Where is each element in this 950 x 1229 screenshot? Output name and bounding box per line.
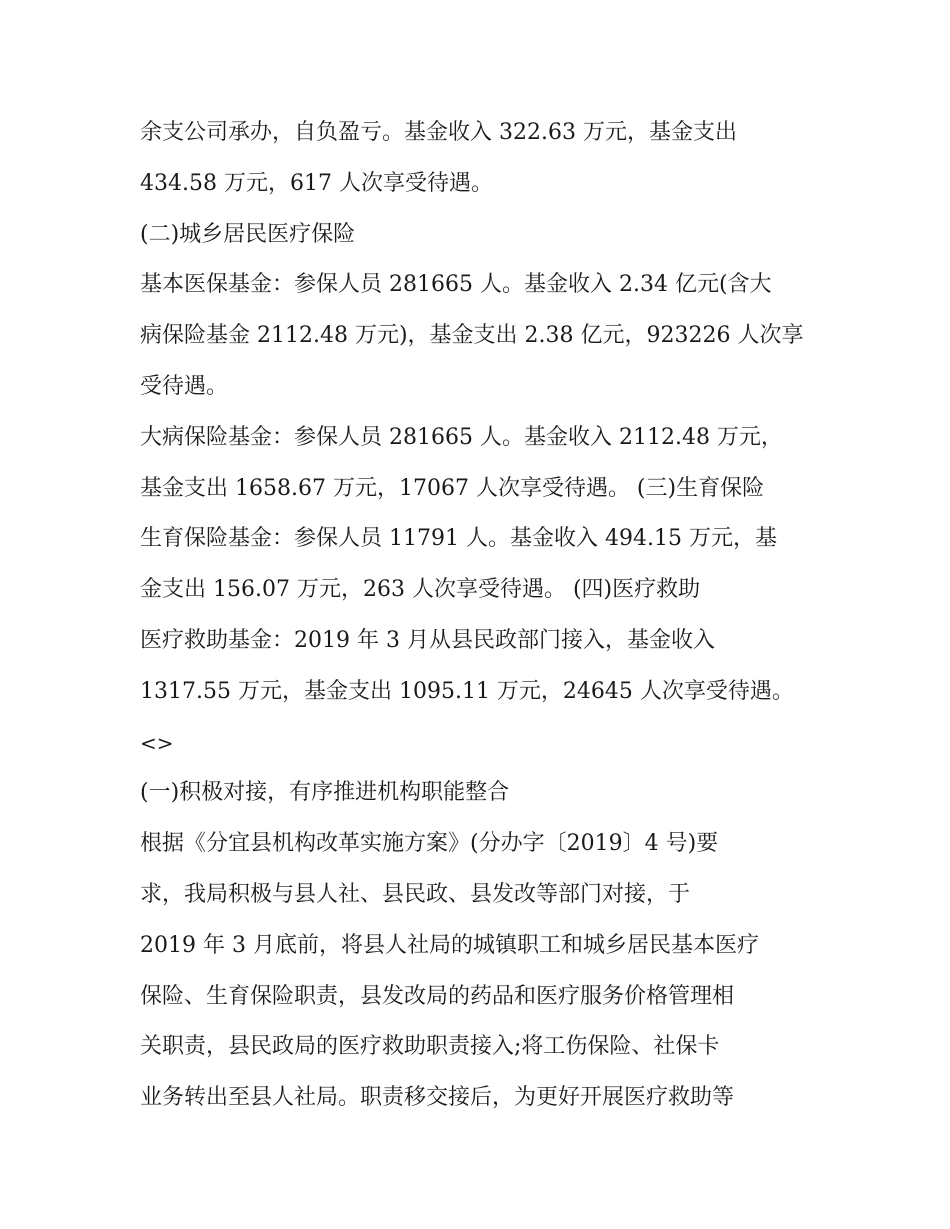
text-line: 2019 年 3 月底前，将县人社局的城镇职工和城乡居民基本医疗 bbox=[140, 932, 759, 958]
text-line: 生育保险基金：参保人员 11791 人。基金收入 494.15 万元，基 bbox=[140, 526, 777, 552]
text-line: 434.58 万元，617 人次享受待遇。 bbox=[140, 170, 493, 196]
text-line: 根据《分宜县机构改革实施方案》(分办字〔2019〕4 号)要 bbox=[140, 831, 719, 857]
body-text bbox=[140, 108, 830, 1124]
text-line: 医疗救助基金：2019 年 3 月从县民政部门接入，基金收入 bbox=[140, 627, 715, 653]
text-line: 受待遇。 bbox=[140, 373, 229, 399]
placeholder-marker: <> bbox=[140, 730, 174, 755]
section-heading: (二)城乡居民医疗保险 bbox=[140, 221, 356, 247]
text-line: 1317.55 万元，基金支出 1095.11 万元，24645 人次享受待遇。 bbox=[140, 678, 794, 704]
text-line: 保险、生育保险职责，县发改局的药品和医疗服务价格管理相 bbox=[140, 983, 735, 1009]
text-line: 病保险基金 2112.48 万元)，基金支出 2.38 亿元，923226 人次享 bbox=[140, 323, 804, 349]
text-line: 余支公司承办，自负盈亏。基金收入 322.63 万元，基金支出 bbox=[140, 120, 737, 145]
section-heading: (一)积极对接，有序推进机构职能整合 bbox=[140, 780, 510, 806]
text-line: 基金支出 1658.67 万元，17067 人次享受待遇。 (三)生育保险 bbox=[140, 475, 765, 501]
text-line: 金支出 156.07 万元，263 人次享受待遇。 (四)医疗救助 bbox=[140, 577, 701, 603]
text-line: 基本医保基金：参保人员 281665 人。基金收入 2.34 亿元(含大 bbox=[140, 272, 772, 298]
text-line: 关职责，县民政局的医疗救助职责接入;将工伤保险、社保卡 bbox=[140, 1034, 720, 1060]
text-line: 求，我局积极与县人社、县民政、县发改等部门对接，于 bbox=[140, 881, 691, 907]
text-line: 业务转出至县人社局。职责移交接后，为更好开展医疗救助等 bbox=[140, 1085, 735, 1111]
text-line: 大病保险基金：参保人员 281665 人。基金收入 2112.48 万元， bbox=[140, 424, 783, 450]
